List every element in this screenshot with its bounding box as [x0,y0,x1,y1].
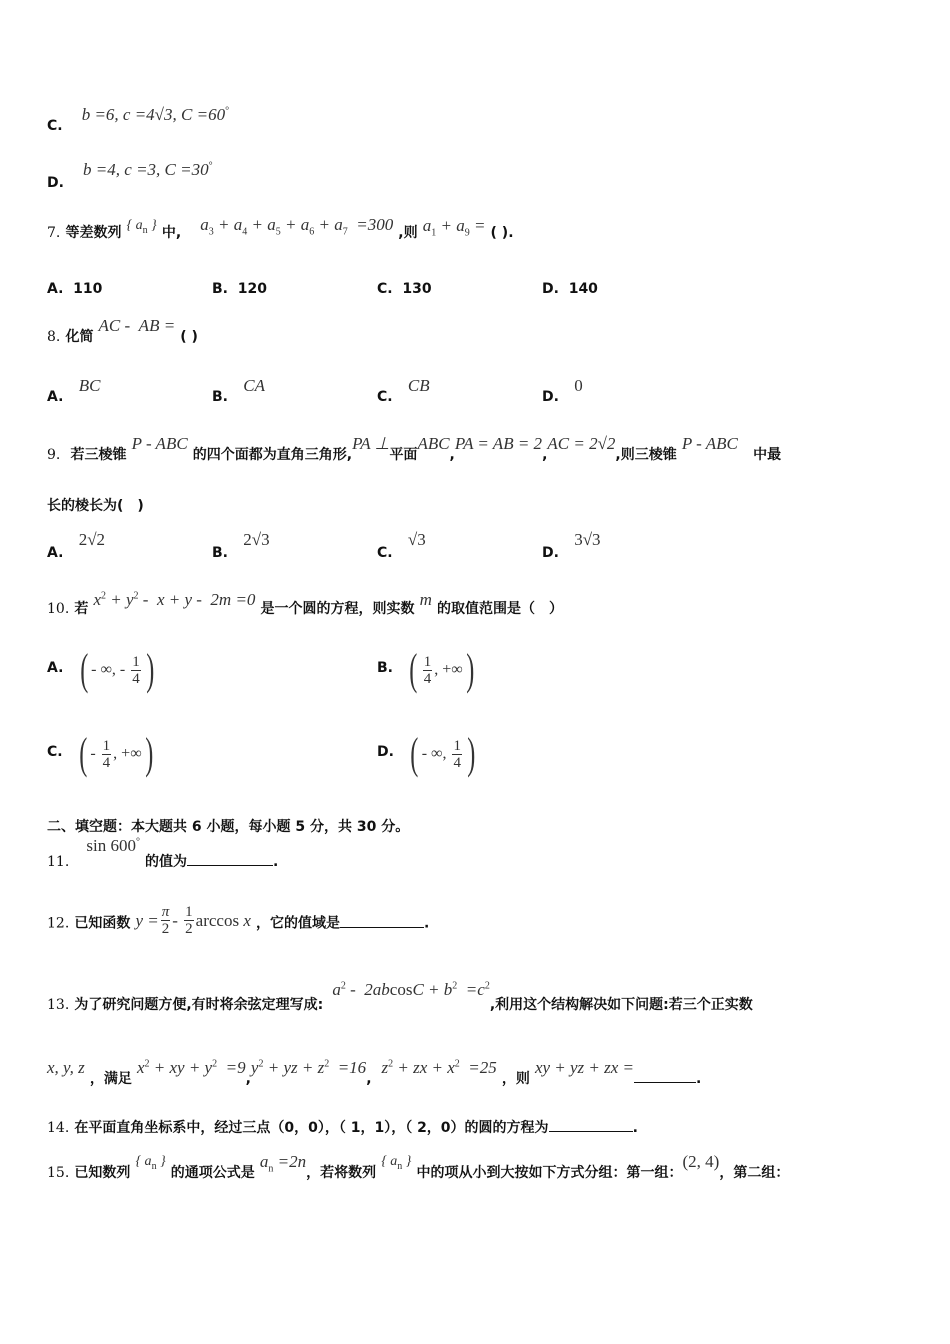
q15-formula: $a_n =2n$ [259,1152,307,1175]
q8-option-d: D. 0 [542,376,583,405]
q10-option-c-interval: ( - $\frac{1}{4}$ , +∞ ) [78,729,153,778]
q8-option-c: C. CB [377,376,430,405]
q7-sequence: { $a_n$ } [126,218,157,236]
q10-option-a-interval: ( - ∞, - $\frac{1}{4}$ ) [79,645,155,694]
question-7: 7. 等差数列 { $a_n$ } 中, $a_3 + a_4 + a_5 + a_6 + a_7 =300$ ,则 $a_1 + a_9$ = ( ). [47,215,514,241]
question-14: 14. 在平面直角坐标系中，经过三点（0，0），（ 1，1），（ 2，0）的圆的方程为 . [47,1117,638,1137]
q6-option-c-formula: b =6, c =4√3, C =60° [81,105,230,124]
q7-option-d: D. 140 [542,281,598,297]
q10-option-c: C. ( - $\frac{1}{4}$ , +∞ ) [47,732,156,776]
q7-option-c: C. 130 [377,281,432,297]
question-15: 15. 已知数列 { $a_n$ } 的通项公式是 $a_n =2n$，若将数列 { $a_n$ } 中的项从小到大按如下方式分组：第一组：(2, 4)，第二组： [47,1152,790,1181]
question-10: 10. 若 $x^2 + y^2 - x + y - 2m =0$ 是一个圆的方程，则实数 m 的取值范围是（ ） [47,590,563,617]
q6-option-d: D. b =4, c =3, C =30° [47,160,213,191]
q9-option-c: C. √3 [377,530,426,561]
q13-law: $a^2 - 2abcosC + b^2 =c^2$ [332,980,490,999]
q13-cond-1: $x^2$ + xy + $y^2 =9$ [136,1058,246,1077]
q10-option-d-interval: ( - ∞, $\frac{1}{4}$ ) [410,729,476,778]
q10-option-d: D. ( - ∞, $\frac{1}{4}$ ) [377,732,479,776]
question-12: 12. 已知函数 y = $\frac{\pi}{2}$ - $\frac{1}{2}$ arccos x ，它的值域是 . [47,904,430,937]
question-13-line2: x, y, z ，满足 $x^2$ + xy + $y^2 =9,y^2$ + yz + $z^2 =16$, $z^2$ + zx + $x^2 =25$ ，则 xy + yz + zx =. [47,1058,702,1087]
question-13: 13. 为了研究问题方便,有时将余弦定理写成: $a^2 - 2abcosC + b^2 =c^2$,利用这个结构解决如下问题:若三个正实数 [47,980,753,1013]
q14-answer-blank[interactable] [549,1117,633,1132]
q6-option-c: C. b =6, c =4√3, C =60° [47,105,230,134]
q15-sequence-2: { $a_n$ } [381,1154,412,1172]
q12-function: y = $\frac{\pi}{2}$ - $\frac{1}{2}$ arccos x [135,904,251,937]
q9-option-a: A. 2√2 [47,530,106,561]
q10-option-a: A. ( - ∞, - $\frac{1}{4}$ ) [47,648,157,692]
q7-condition: $a_3 + a_4 + a_5 + a_6 + a_7 =300$ [200,215,394,238]
q9-line2: 长的棱长为( ) [47,498,144,514]
q13-cond-2: $y^2$ + yz + $z^2 =16$ [250,1058,367,1077]
question-9: 9. 若三棱锥 P - ABC 的四个面都为直角三角形,PA ⊥平面ABC,PA = AB = 2,AC = 2√2,则三棱锥 P - ABC 中最 [47,434,782,463]
q10-equation: $x^2 + y^2 - x + y - 2m =0$ [93,590,256,609]
question-11: 11. sin 600° 的值为 . [47,836,279,870]
q8-expression: AC - AB = [98,316,176,335]
q6-option-d-formula: b =4, c =3, C =30° [83,160,213,179]
q8-option-a: A. BC [47,376,101,405]
q10-option-b: B. ( $\frac{1}{4}$ , +∞ ) [377,648,477,692]
q8-option-b: B. CA [212,376,265,405]
q13-cond-3: $z^2$ + zx + $x^2 =25$ [381,1058,497,1077]
q11-expression: sin 600° [86,836,140,855]
q9-option-b: B. 2√3 [212,530,270,561]
q7-option-a: A. 110 [47,281,103,297]
section-2-heading: 二、填空题：本大题共 6 小题，每小题 5 分，共 30 分。 [47,819,410,835]
question-8: 8. 化简 AC - AB = ( ) [47,316,198,345]
q7-option-b: B. 120 [212,281,267,297]
q10-option-b-interval: ( $\frac{1}{4}$ , +∞ ) [409,645,475,694]
q15-sequence: { $a_n$ } [135,1154,166,1172]
q13-answer-blank[interactable] [634,1068,696,1083]
q9-option-d: D. 3√3 [542,530,601,561]
q11-answer-blank[interactable] [187,851,273,866]
q7-ask: $a_1 + a_9$ = [422,216,486,239]
q12-answer-blank[interactable] [340,913,424,928]
